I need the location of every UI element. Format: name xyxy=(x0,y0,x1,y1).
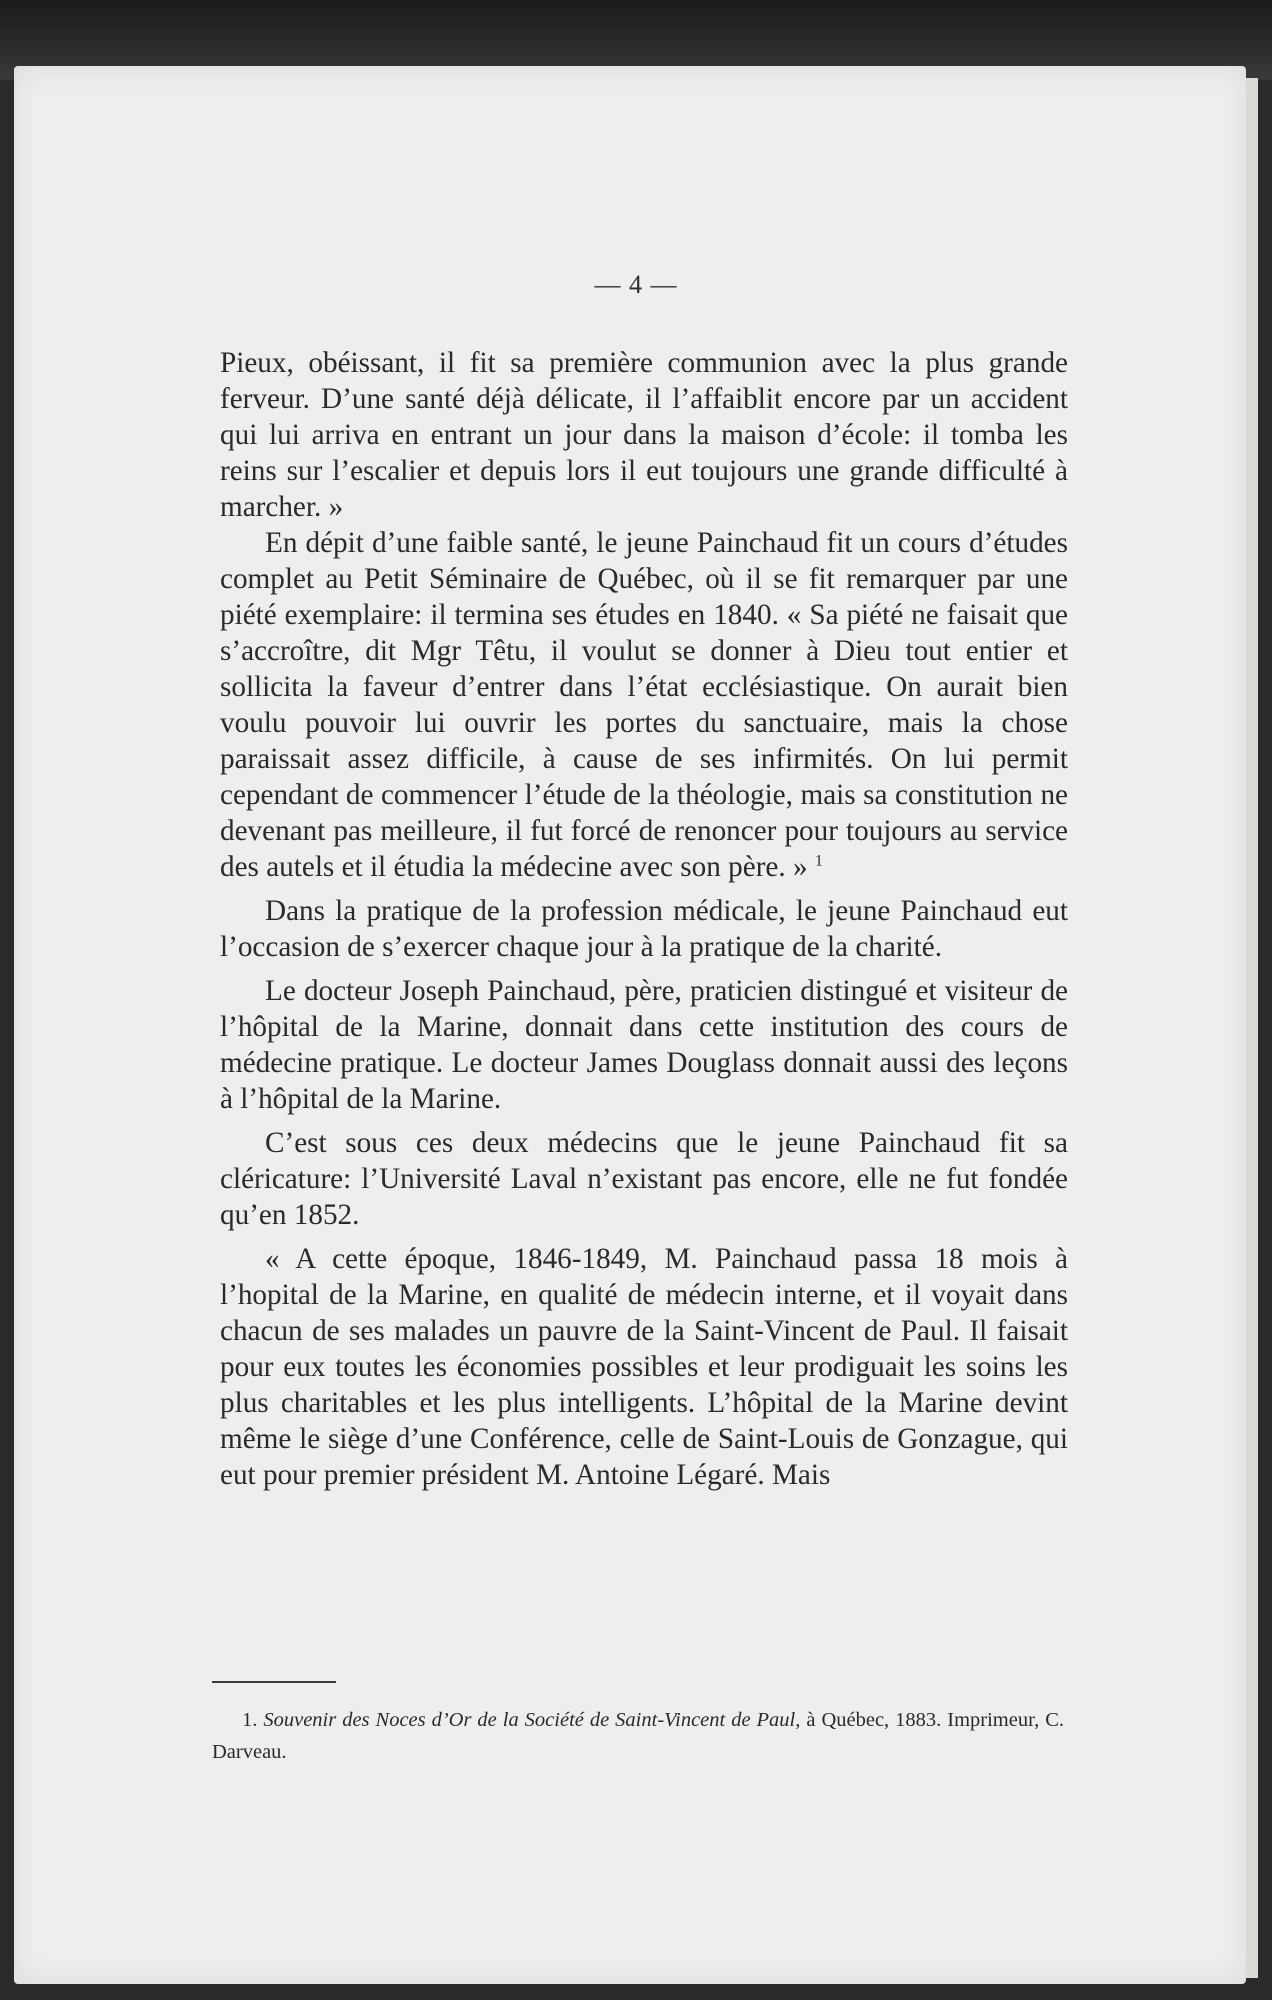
footnote-reference: 1 xyxy=(814,852,823,870)
paragraph-3: Dans la pratique de la profession médicale, le jeune Painchaud eut l’occasion de s’exercer chaque jour à la pratique de la charité. xyxy=(220,895,1068,963)
paragraph-2 xyxy=(220,525,1068,885)
scan-background-bottom xyxy=(0,1984,1272,2000)
paragraph-6: « A cette époque, 1846-1849, M. Painchaud passa 18 mois à l’hopital de la Marine, en qualité de médecin interne, et il voyait dans chacun de ses malades un pauvre de la Saint-Vincent de Paul. Il faisait pour eux toutes les économies possibles et leur prodiguait les soins les plus charitables et les plus intelligents. L’hôpital de la Marine devint même le siège d’une Conférence, celle de Saint-Louis de Gonzague, qui eut pour premier président M. Antoine Légaré. Mais xyxy=(220,1243,1068,1491)
page-number: — 4 — xyxy=(594,270,678,299)
paragraph-5: C’est sous ces deux médecins que le jeune Painchaud fit sa cléricature: l’Université Laval n’existant pas encore, elle ne fut fondée qu’en 1852. xyxy=(220,1127,1068,1231)
paragraph-2-text: En dépit d’une faible santé, le jeune Painchaud fit un cours d’études complet au Petit Séminaire de Québec, où il se fit remarquer par une piété exemplaire: il termina ses études en 1840. « Sa piété ne faisait que s’accroître, dit Mgr Têtu, il voulut se donner à Dieu tout entier et sollicita la faveur d’entrer dans l’état ecclésiastique. On aurait bien voulu pouvoir lui ouvrir les portes du sanctuaire, mais la chose paraissait assez difficile, à cause de ses infirmités. On lui permit cependant de commencer l’étude de la théologie, mais sa constitution ne devenant pas meilleure, il fut forcé de renoncer pour toujours au service des autels et il étudia la médecine avec son père. » xyxy=(220,527,1068,883)
paragraph-4: Le docteur Joseph Painchaud, père, praticien distingué et visiteur de l’hôpital de la Marine, donnait dans cette institution des cours de médecine pratique. Le docteur James Douglass donnait aussi des leçons à l’hôpital de la Marine. xyxy=(220,975,1068,1115)
page-edge-shadow xyxy=(1244,78,1258,1978)
footnote-divider xyxy=(212,1681,336,1683)
footnote xyxy=(212,1704,1064,1768)
page-body xyxy=(220,345,1068,1493)
paragraph-1: Pieux, obéissant, il fit sa première communion avec la plus grande ferveur. D’une santé déjà délicate, il l’affaiblit encore par un accident qui lui arriva en entrant un jour dans la maison d’école: il tomba les reins sur l’escalier et depuis lors il eut toujours une grande difficulté à marcher. » xyxy=(220,347,1068,523)
footnote-title: Souvenir des Noces d’Or de la Société de Saint-Vincent de Paul, xyxy=(263,1709,801,1731)
footnote-details: à Québec, 1883. Imprimeur, C. Darveau. xyxy=(212,1709,1065,1763)
footnote-number: 1. xyxy=(242,1709,258,1731)
